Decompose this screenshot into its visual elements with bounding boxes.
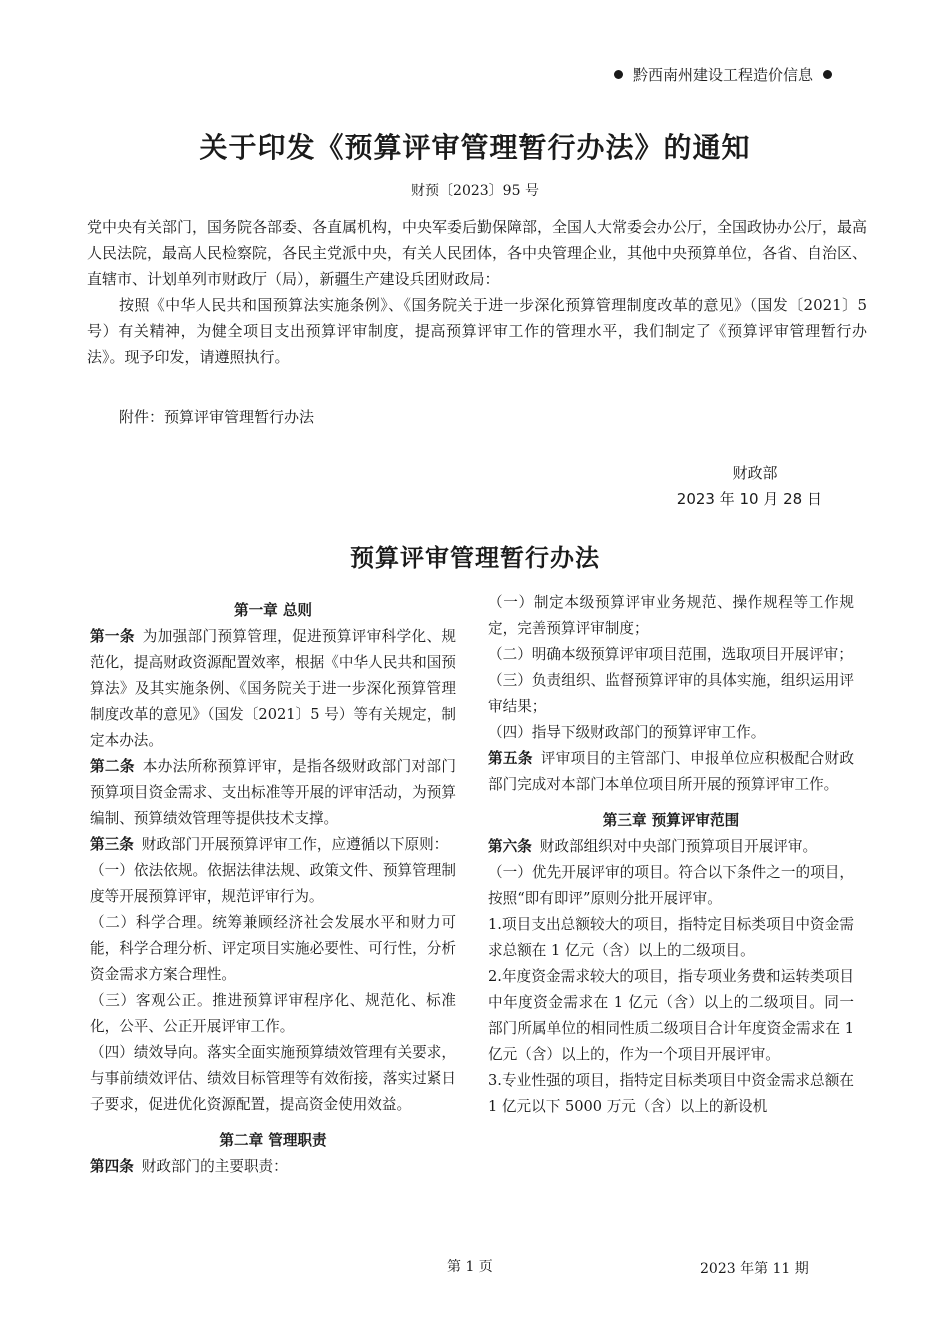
article-label: 第六条 <box>488 838 532 855</box>
recipients-paragraph: 党中央有关部门，国务院各部委、各直属机构，中央军委后勤保障部，全国人大常委会办公厅，全国政协办公厅，最高人民法院，最高人民检察院，各民主党派中央，有关人民团体，各中央管理企业，其他中央预算单位，各省、自治区、直辖市、计划单列市财政厅（局），新疆生产建设兵团财政局： <box>87 218 868 288</box>
chapter-heading: 第一章 总则 <box>233 602 313 619</box>
notice-title: 关于印发《预算评审管理暂行办法》的通知 <box>199 131 751 164</box>
article-label: 第二条 <box>90 758 135 775</box>
list-item: （二）明确本级预算评审项目范围，选取项目开展评审； <box>488 646 853 663</box>
notice-paragraph: 按照《中华人民共和国预算法实施条例》、《国务院关于进一步深化预算管理制度改革的意见》（国发〔2021〕5 号）有关精神，为健全项目支出预算评审制度，提高预算评审工作的管理水平，我们制定了《预算评审管理暂行办法》。现予印发，请遵照执行。 <box>87 296 867 366</box>
list-item: （一）依法依规。依据法律法规、政策文件、预算管理制度等开展预算评审，规范评审行为。 <box>90 862 456 905</box>
law-title: 预算评审管理暂行办法 <box>350 543 600 572</box>
publication-name: 黔西南州建设工程造价信息 <box>632 66 813 84</box>
article-label: 第四条 <box>90 1158 134 1175</box>
notice-body <box>87 214 867 370</box>
bullet-dot-icon <box>614 70 623 79</box>
bullet-dot-icon <box>823 70 832 79</box>
issue-number: 2023 年第 11 期 <box>700 1261 809 1277</box>
document-number: 财预〔2023〕95 号 <box>411 183 539 199</box>
article-label: 第五条 <box>488 750 533 767</box>
article-text: 评审项目的主管部门、申报单位应积极配合财政部门完成对本部门本单位项目所开展的预算评审工作。 <box>488 750 854 793</box>
article-text: 为加强部门预算管理，促进预算评审科学化、规范化，提高财政资源配置效率，根据《中华人民共和国预算法》及其实施条例、《国务院关于进一步深化预算管理制度改革的意见》（国发〔2021〕5 号）等有关规定，制定本办法。 <box>90 628 456 749</box>
article-text: 本办法所称预算评审，是指各级财政部门对部门预算项目资金需求、支出标准等开展的评审活动，为预算编制、预算绩效管理等提供技术支撑。 <box>90 758 456 827</box>
list-item: （一）制定本级预算评审业务规范、操作规程等工作规定，完善预算评审制度； <box>488 594 854 637</box>
list-item: （三）客观公正。推进预算评审程序化、规范化、标准化，公平、公正开展评审工作。 <box>90 992 456 1035</box>
list-item: 3.专业性强的项目，指特定目标类项目中资金需求总额在 1 亿元以下 5000 万元（含）以上的新设机 <box>488 1072 854 1115</box>
article-text: 财政部门开展预算评审工作，应遵循以下原则： <box>141 836 449 853</box>
list-item: （四）绩效导向。落实全面实施预算绩效管理有关要求，与事前绩效评估、绩效目标管理等有效衔接，落实过紧日子要求，促进优化资源配置，提高资金使用效益。 <box>90 1044 456 1113</box>
article-label: 第三条 <box>90 836 134 853</box>
article <box>488 746 854 798</box>
article <box>90 754 456 832</box>
article-label: 第一条 <box>90 628 135 645</box>
article <box>90 832 456 858</box>
chapter-heading: 第三章 预算评审范围 <box>602 812 740 829</box>
article <box>90 624 456 754</box>
signing-date: 2023 年 10 月 28 日 <box>676 490 822 508</box>
publication-header <box>614 64 832 85</box>
list-item: 1.项目支出总额较大的项目，指特定目标类项目中资金需求总额在 1 亿元（含）以上的二级项目。 <box>488 916 854 959</box>
page-number: 第 1 页 <box>447 1259 493 1275</box>
article-text: 财政部组织对中央部门预算项目开展评审。 <box>539 838 818 855</box>
right-column <box>488 590 854 1120</box>
list-item: 2.年度资金需求较大的项目，指专项业务费和运转类项目中年度资金需求在 1 亿元（含）以上的二级项目。同一部门所属单位的相同性质二级项目合计年度资金需求在 1 亿元（含）以上的，作为一个项目开展评审。 <box>488 968 854 1063</box>
article-text: 财政部门的主要职责： <box>141 1158 288 1175</box>
list-item: （四）指导下级财政部门的预算评审工作。 <box>488 724 766 741</box>
left-column <box>90 598 456 1180</box>
attachment-line: 附件：预算评审管理暂行办法 <box>119 408 315 426</box>
list-item: （三）负责组织、监督预算评审的具体实施，组织运用评审结果； <box>488 672 854 715</box>
article <box>488 834 854 860</box>
chapter-heading: 第二章 管理职责 <box>219 1132 327 1149</box>
list-item: （二）科学合理。统筹兼顾经济社会发展水平和财力可能，科学合理分析、评定项目实施必要性、可行性，分析资金需求方案合理性。 <box>90 914 456 983</box>
list-item: （一）优先开展评审的项目。符合以下条件之一的项目，按照“即有即评”原则分批开展评审。 <box>488 864 854 907</box>
signer: 财政部 <box>732 464 778 482</box>
article <box>90 1154 456 1180</box>
